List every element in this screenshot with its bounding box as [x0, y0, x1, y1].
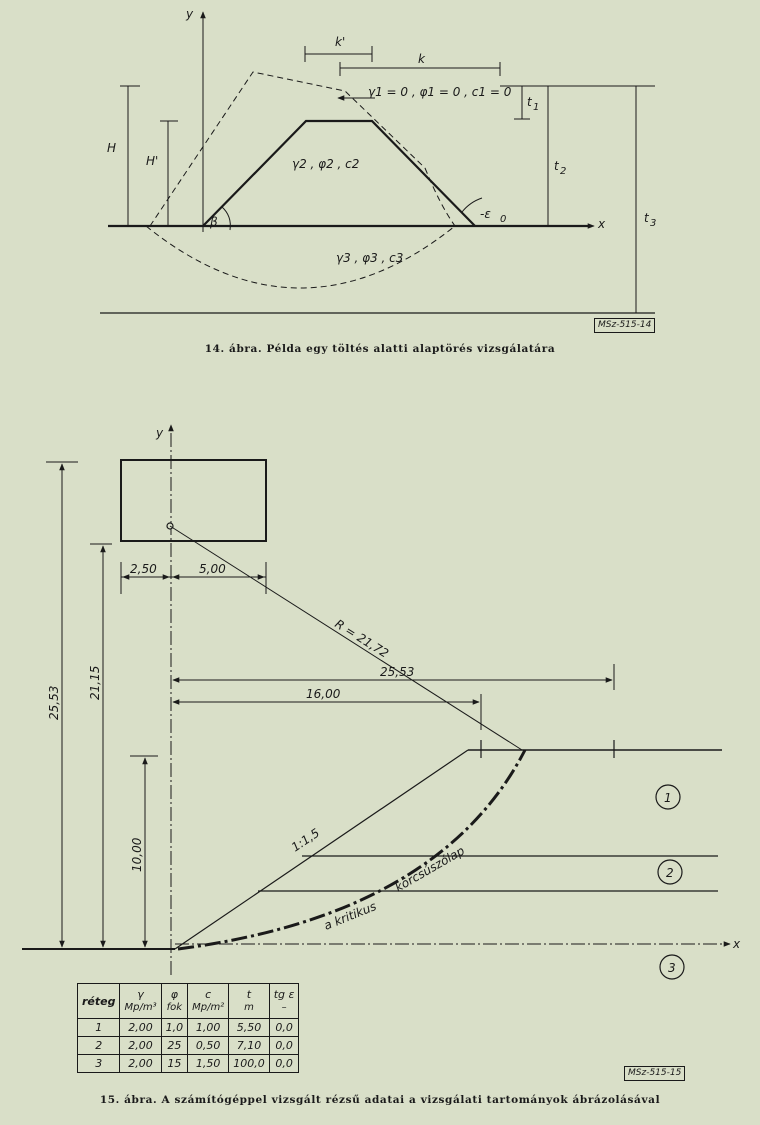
- slope-label: 1:1,5: [288, 825, 323, 855]
- cell: 7,10: [229, 1037, 270, 1055]
- cell: 5,50: [229, 1019, 270, 1037]
- table-row: [78, 1055, 299, 1073]
- curve-label-a: a kritikus: [321, 899, 379, 933]
- cell: 2,00: [120, 1055, 161, 1073]
- kp-label: k': [335, 35, 346, 49]
- cell: 1,0: [161, 1019, 188, 1037]
- soil-layer-table: [77, 983, 299, 1073]
- fig15-y-label: y: [156, 426, 164, 440]
- H-label: H: [107, 141, 117, 155]
- t3-sub: 3: [650, 218, 657, 229]
- cell: 3: [78, 1055, 120, 1073]
- col-header-c: c Mp/m²: [188, 984, 229, 1019]
- figure-14: [100, 12, 655, 313]
- slip-circle-arc: [146, 226, 455, 288]
- cell: 15: [161, 1055, 188, 1073]
- cell: 1,50: [188, 1055, 229, 1073]
- cell: 0,0: [269, 1055, 299, 1073]
- epsilon-arc: [462, 198, 482, 212]
- zone-3-label: 3: [668, 961, 676, 975]
- cell: 1: [78, 1019, 120, 1037]
- dim-250-label: 2,50: [130, 562, 157, 576]
- col-header-tg-eps: tg ε –: [269, 984, 299, 1019]
- layer1-label: γ1 = 0 , φ1 = 0 , c1 = 0: [368, 85, 512, 99]
- t2-sub: 2: [560, 166, 567, 177]
- dim-2553-v-label: 25,53: [47, 685, 61, 720]
- eps-label: -ε: [480, 207, 491, 221]
- center-search-rectangle: [121, 460, 266, 541]
- cell: 2,00: [120, 1037, 161, 1055]
- fig15-caption: 15. ábra. A számítógéppel vizsgált rézsű adatai a vizsgálati tartományok ábrázolásával: [99, 1094, 661, 1106]
- table-row: [78, 1019, 299, 1037]
- cell: 1,00: [188, 1019, 229, 1037]
- zone-2-label: 2: [666, 866, 674, 880]
- cell: 25: [161, 1037, 188, 1055]
- fig14-y-label: y: [186, 7, 194, 21]
- col-header-t: t m: [229, 984, 270, 1019]
- radius-label: R = 21,72: [332, 616, 392, 661]
- cell: 2,00: [120, 1019, 161, 1037]
- col-header-gamma: γ Mp/m³: [120, 984, 161, 1019]
- fig14-stamp: MSz-515-14: [594, 318, 655, 333]
- fig14-caption: 14. ábra. Példa egy töltés alatti alaptörés vizsgálatára: [204, 343, 556, 355]
- table-row: [78, 1037, 299, 1055]
- t1-label: t: [527, 95, 532, 109]
- fig14-x-label: x: [598, 217, 606, 231]
- table-header-row: [78, 984, 299, 1019]
- fig15-stamp: MSz-515-15: [624, 1066, 685, 1081]
- cell: 100,0: [229, 1055, 270, 1073]
- figure-15: [22, 425, 730, 979]
- col-header-phi: φ fok: [161, 984, 188, 1019]
- eps-sub: 0: [500, 214, 507, 225]
- Hp-label: H': [146, 154, 159, 168]
- dim-1000-label: 10,00: [130, 837, 144, 872]
- radius-line: [170, 526, 522, 750]
- cell: 2: [78, 1037, 120, 1055]
- dim-500-label: 5,00: [199, 562, 226, 576]
- dim-2115-label: 21,15: [88, 665, 102, 700]
- fig15-x-label: x: [733, 937, 741, 951]
- layer3-label: γ3 , φ3 , c3: [336, 251, 404, 265]
- layer2-label: γ2 , φ2 , c2: [292, 157, 360, 171]
- t2-label: t: [554, 159, 559, 173]
- col-header-layer: réteg: [78, 984, 120, 1019]
- dim-1600-label: 16,00: [306, 687, 341, 701]
- k-label: k: [418, 52, 425, 66]
- curve-label-b: körcsúszólap: [392, 843, 467, 895]
- t3-label: t: [644, 211, 649, 225]
- t1-sub: 1: [533, 102, 540, 113]
- cell: 0,0: [269, 1019, 299, 1037]
- beta-label: β: [210, 215, 218, 229]
- embankment: [203, 121, 475, 226]
- dim-2553-h-label: 25,53: [380, 665, 415, 679]
- slip-circle-arc-upper: [425, 168, 455, 226]
- figure-15-labels: [47, 426, 741, 975]
- zone-1-label: 1: [664, 791, 672, 805]
- cell: 0,50: [188, 1037, 229, 1055]
- cell: 0,0: [269, 1037, 299, 1055]
